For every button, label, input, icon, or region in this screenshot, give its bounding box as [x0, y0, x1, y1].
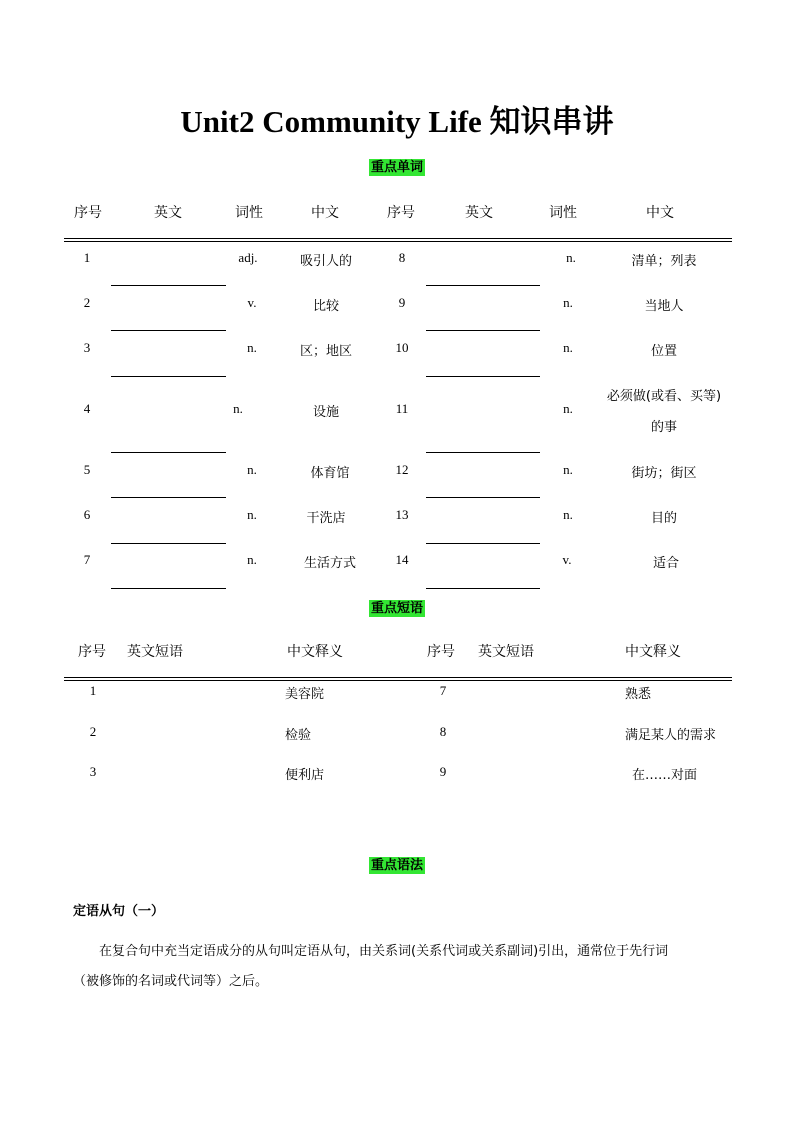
chinese-meaning: 便利店	[285, 768, 325, 783]
chinese-meaning: 检验	[285, 728, 312, 743]
chinese-meaning: 熟悉	[625, 687, 652, 702]
row-number: 11	[395, 401, 409, 416]
chinese-meaning: 当地人	[644, 299, 684, 314]
part-of-speech: n.	[563, 401, 573, 416]
header-no: 序号	[387, 205, 415, 221]
answer-blank	[426, 376, 540, 377]
row-number: 6	[83, 507, 91, 522]
header-no: 序号	[78, 644, 106, 660]
row-number: 7	[83, 552, 91, 567]
answer-blank	[426, 588, 540, 589]
chinese-meaning: 位置	[650, 344, 677, 359]
row-number: 14	[395, 552, 409, 567]
part-of-speech: v.	[562, 552, 572, 567]
answer-blank	[111, 588, 226, 589]
table-divider	[64, 238, 732, 242]
chinese-meaning-cont: 的事	[650, 420, 677, 435]
row-number: 1	[89, 683, 97, 698]
vocab-heading-wrap	[0, 156, 794, 175]
header-no: 序号	[74, 205, 102, 221]
row-number: 12	[395, 462, 409, 477]
header-english-phrase: 英文短语	[478, 644, 534, 660]
answer-blank	[111, 376, 226, 377]
phrase-heading: 重点短语	[370, 601, 423, 616]
chinese-meaning: 适合	[652, 556, 679, 571]
part-of-speech: n.	[233, 401, 243, 416]
row-number: 7	[439, 683, 447, 698]
part-of-speech: n.	[247, 462, 257, 477]
vocab-heading: 重点单词	[370, 160, 423, 175]
part-of-speech: n.	[563, 507, 573, 522]
chinese-meaning: 比较	[312, 299, 339, 314]
page-title: Unit2 Community Life 知识串讲	[180, 104, 614, 139]
answer-blank	[111, 330, 226, 331]
chinese-meaning: 干洗店	[306, 511, 346, 526]
header-chinese: 中文	[311, 205, 339, 221]
part-of-speech: v.	[247, 295, 257, 310]
table-divider	[64, 677, 732, 681]
grammar-heading-wrap	[0, 854, 794, 873]
grammar-heading: 重点语法	[370, 858, 423, 873]
chinese-meaning: 区；地区	[299, 344, 352, 359]
part-of-speech: n.	[566, 250, 576, 265]
header-english: 英文	[465, 205, 493, 221]
chinese-meaning: 必须做(或看、买等)	[606, 389, 722, 404]
chinese-meaning: 满足某人的需求	[625, 728, 717, 743]
header-chinese: 中文	[646, 205, 674, 221]
part-of-speech: n.	[563, 295, 573, 310]
chinese-meaning: 在……对面	[632, 768, 698, 783]
row-number: 9	[439, 764, 447, 779]
row-number: 8	[439, 724, 447, 739]
chinese-meaning: 生活方式	[303, 556, 356, 571]
header-no: 序号	[427, 644, 455, 660]
answer-blank	[111, 543, 226, 544]
part-of-speech: adj.	[238, 250, 258, 265]
chinese-meaning: 设施	[312, 405, 339, 420]
row-number: 3	[83, 340, 91, 355]
phrase-heading-wrap	[0, 597, 794, 616]
grammar-subheading: 定语从句（一）	[73, 904, 165, 919]
answer-blank	[111, 452, 226, 453]
row-number: 9	[398, 295, 406, 310]
chinese-meaning: 美容院	[285, 687, 325, 702]
header-chinese-meaning: 中文释义	[287, 644, 343, 660]
chinese-meaning: 吸引人的	[299, 254, 352, 269]
grammar-paragraph-line2: （被修饰的名词或代词等）之后。	[73, 974, 269, 989]
row-number: 2	[83, 295, 91, 310]
answer-blank	[426, 285, 540, 286]
row-number: 8	[398, 250, 406, 265]
header-pos: 词性	[549, 205, 577, 221]
row-number: 10	[395, 340, 409, 355]
answer-blank	[426, 543, 540, 544]
row-number: 4	[83, 401, 91, 416]
answer-blank	[426, 330, 540, 331]
answer-blank	[111, 285, 226, 286]
chinese-meaning: 目的	[650, 511, 677, 526]
answer-blank	[111, 497, 226, 498]
header-chinese-meaning: 中文释义	[625, 644, 681, 660]
header-english-phrase: 英文短语	[127, 644, 183, 660]
answer-blank	[426, 452, 540, 453]
row-number: 2	[89, 724, 97, 739]
grammar-paragraph-line1: 在复合句中充当定语成分的从句叫定语从句，由关系词(关系代词或关系副词)引出，通常位于先行词	[99, 944, 669, 959]
row-number: 13	[395, 507, 409, 522]
header-english: 英文	[154, 205, 182, 221]
part-of-speech: n.	[247, 340, 257, 355]
part-of-speech: n.	[563, 340, 573, 355]
part-of-speech: n.	[247, 507, 257, 522]
chinese-meaning: 清单；列表	[631, 254, 697, 269]
part-of-speech: n.	[247, 552, 257, 567]
chinese-meaning: 体育馆	[310, 466, 350, 481]
chinese-meaning: 街坊；街区	[631, 466, 697, 481]
header-pos: 词性	[235, 205, 263, 221]
part-of-speech: n.	[563, 462, 573, 477]
answer-blank	[426, 497, 540, 498]
row-number: 1	[83, 250, 91, 265]
row-number: 3	[89, 764, 97, 779]
row-number: 5	[83, 462, 91, 477]
